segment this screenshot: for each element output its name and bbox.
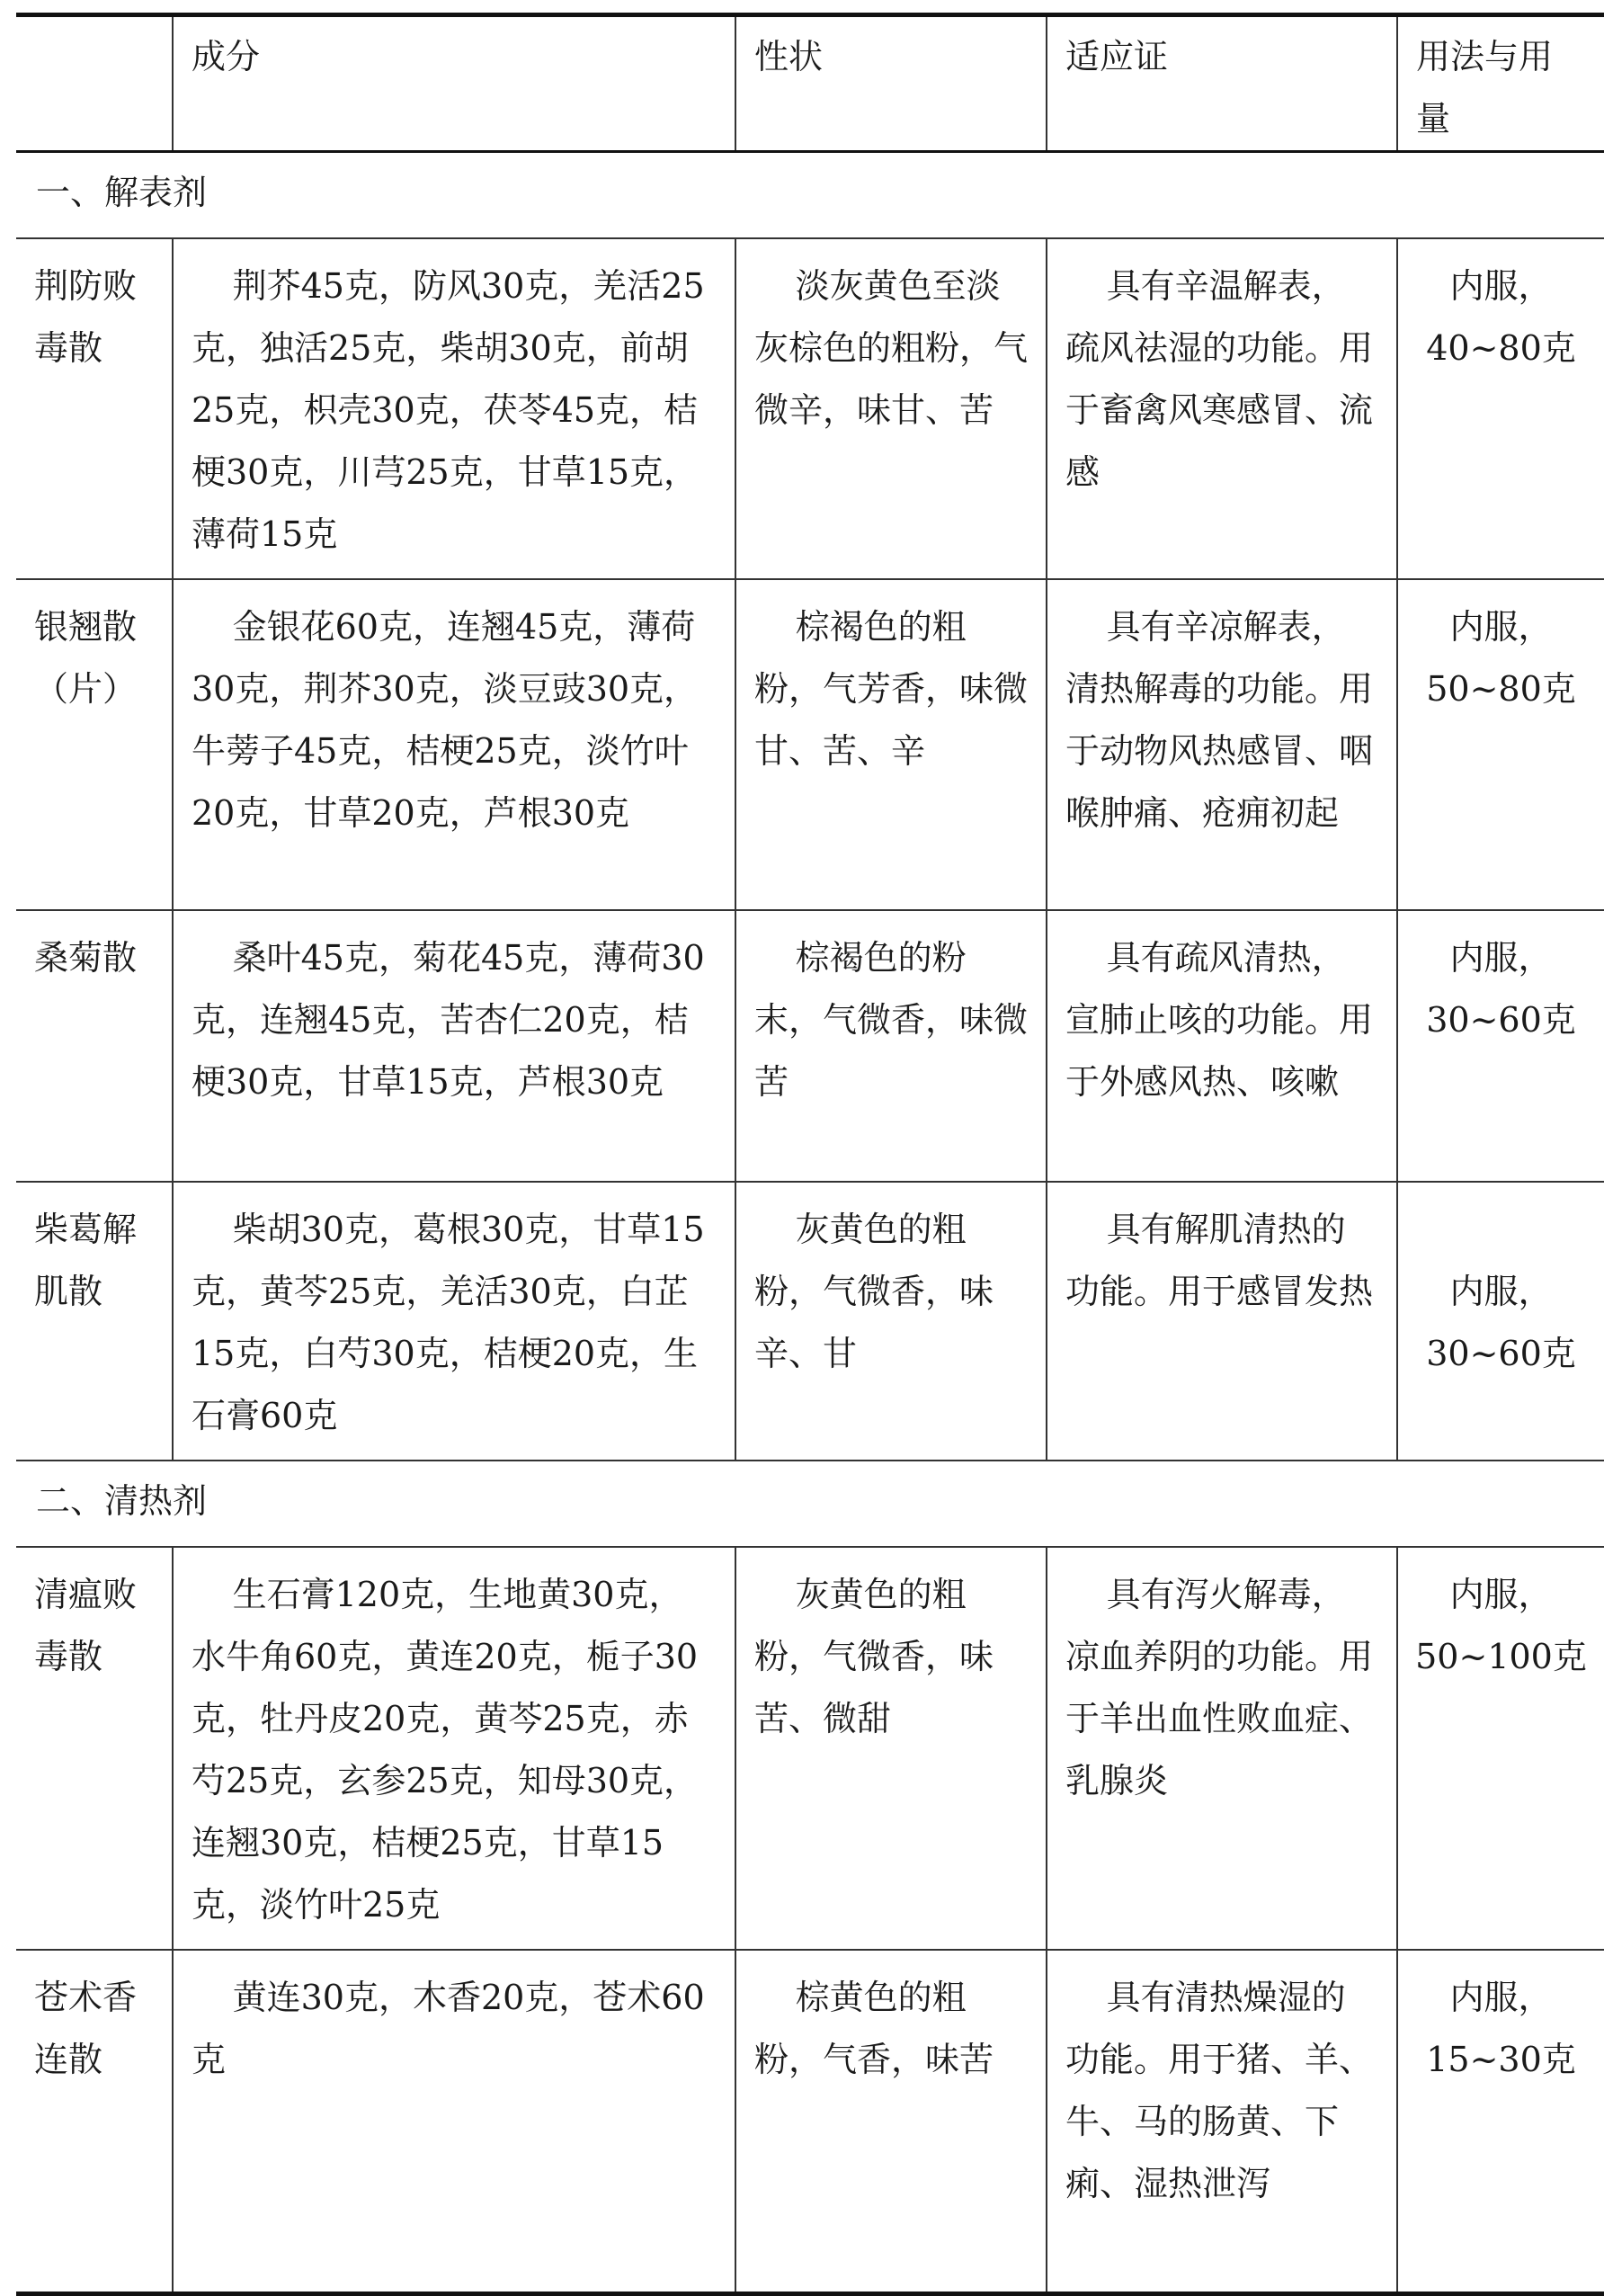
drug-name: 清瘟败毒散 [16, 1547, 173, 1950]
usage-route: 内服， [1449, 938, 1553, 978]
drug-indications: 具有清热燥湿的功能。用于猪、羊、牛、马的肠黄、下痢、湿热泄泻 [1047, 1950, 1397, 2293]
drug-indications: 具有辛温解表，疏风祛湿的功能。用于畜禽风寒感冒、流感 [1047, 238, 1397, 579]
drug-properties: 灰黄色的粗粉，气微香，味苦、微甜 [735, 1547, 1047, 1950]
table-row [16, 1950, 1604, 2293]
drug-name: 桑菊散 [16, 910, 173, 1182]
drug-usage [1397, 579, 1604, 910]
drug-properties: 棕褐色的粉末，气微香，味微苦 [735, 910, 1047, 1182]
table-row [16, 579, 1604, 910]
drug-name: 柴葛解肌散 [16, 1182, 173, 1461]
drug-usage [1397, 910, 1604, 1182]
header-row [16, 15, 1604, 152]
usage-route: 内服， [1449, 266, 1553, 306]
drug-properties: 棕褐色的粗粉，气芳香，味微甘、苦、辛 [735, 579, 1047, 910]
section-row [16, 1461, 1604, 1547]
drug-properties: 棕黄色的粗粉，气香，味苦 [735, 1950, 1047, 2293]
drug-ingredients: 黄连30克，木香20克，苍术60克 [173, 1950, 735, 2293]
drug-usage [1397, 1182, 1604, 1461]
formula-table [16, 13, 1604, 2296]
usage-dose: 40~80克 [1426, 328, 1576, 368]
usage-dose: 30~60克 [1426, 1334, 1576, 1373]
drug-usage [1397, 1547, 1604, 1950]
drug-indications: 具有疏风清热，宣肺止咳的功能。用于外感风热、咳嗽 [1047, 910, 1397, 1182]
usage-dose: 15~30克 [1426, 2040, 1576, 2079]
usage-route: 内服， [1449, 1978, 1553, 2017]
drug-indications: 具有解肌清热的功能。用于感冒发热 [1047, 1182, 1397, 1461]
usage-dose: 50~100克 [1415, 1637, 1587, 1676]
drug-ingredients: 生石膏120克，生地黄30克，水牛角60克，黄连20克，栀子30克，牡丹皮20克，黄芩25克，赤芍25克，玄参25克，知母30克，连翘30克，桔梗25克，甘草15克，淡竹叶25克 [173, 1547, 735, 1950]
drug-name: 银翘散（片） [16, 579, 173, 910]
section-title: 二、清热剂 [16, 1461, 1604, 1547]
usage-route: 内服， [1449, 1272, 1553, 1311]
drug-name: 荆防败毒散 [16, 238, 173, 579]
section-row [16, 152, 1604, 239]
header-properties: 性状 [735, 15, 1047, 152]
drug-usage [1397, 238, 1604, 579]
drug-ingredients: 金银花60克，连翘45克，薄荷30克，荆芥30克，淡豆豉30克，牛蒡子45克，桔梗25克，淡竹叶20克，甘草20克，芦根30克 [173, 579, 735, 910]
drug-usage [1397, 1950, 1604, 2293]
drug-properties: 淡灰黄色至淡灰棕色的粗粉，气微辛，味甘、苦 [735, 238, 1047, 579]
drug-name: 苍术香连散 [16, 1950, 173, 2293]
header-name [16, 15, 173, 152]
header-indications: 适应证 [1047, 15, 1397, 152]
drug-ingredients: 柴胡30克，葛根30克，甘草15克，黄芩25克，羌活30克，白芷15克，白芍30克，桔梗20克，生石膏60克 [173, 1182, 735, 1461]
usage-route: 内服， [1449, 607, 1553, 647]
table-row [16, 1182, 1604, 1461]
drug-ingredients: 桑叶45克，菊花45克，薄荷30克，连翘45克，苦杏仁20克，桔梗30克，甘草15克，芦根30克 [173, 910, 735, 1182]
drug-indications: 具有泻火解毒，凉血养阴的功能。用于羊出血性败血症、乳腺炎 [1047, 1547, 1397, 1950]
drug-indications: 具有辛凉解表，清热解毒的功能。用于动物风热感冒、咽喉肿痛、疮痈初起 [1047, 579, 1397, 910]
usage-dose: 30~60克 [1426, 1000, 1576, 1040]
section-title: 一、解表剂 [16, 152, 1604, 239]
usage-dose: 50~80克 [1426, 669, 1576, 709]
header-usage: 用法与用量 [1397, 15, 1604, 152]
drug-ingredients: 荆芥45克，防风30克，羌活25克，独活25克，柴胡30克，前胡25克，枳壳30克，茯苓45克，桔梗30克，川芎25克，甘草15克，薄荷15克 [173, 238, 735, 579]
table-row [16, 1547, 1604, 1950]
table-row [16, 910, 1604, 1182]
drug-properties: 灰黄色的粗粉，气微香，味辛、甘 [735, 1182, 1047, 1461]
header-ingredients: 成分 [173, 15, 735, 152]
usage-route: 内服， [1449, 1575, 1553, 1614]
table-row [16, 238, 1604, 579]
